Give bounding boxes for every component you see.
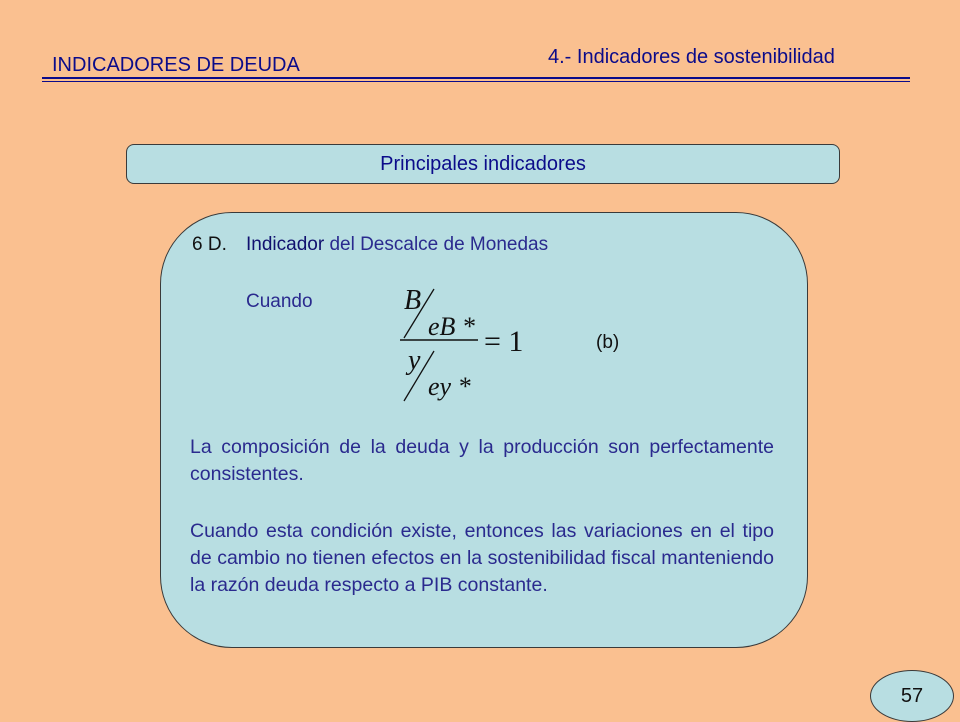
condition-label: Cuando: [246, 291, 313, 312]
page-number: 57: [900, 684, 924, 707]
explanation-paragraph-2: Cuando esta condición existe, entonces las variaciones en el tipo de cambio no tienen efectos en la sostenibilidad fiscal manteniendo la razón deuda respecto a PIB constante.: [190, 520, 774, 596]
mismatch-formula: [390, 283, 540, 408]
header-divider-line: [42, 77, 910, 79]
subtitle-box: [126, 144, 840, 184]
formula-denominator-top: y: [408, 345, 421, 376]
formula-numerator-top: B: [404, 285, 422, 316]
indicator-title: [246, 234, 548, 256]
formula-equals: = 1: [484, 325, 524, 358]
header-divider-line-thin: [42, 81, 910, 82]
subtitle-text: Principales indicadores: [380, 152, 586, 175]
indicator-title-keyword: Indicador: [246, 234, 325, 255]
formula-label: (b): [596, 332, 620, 353]
indicator-title-rest: del Descalce de Monedas: [329, 234, 549, 255]
indicator-number: 6 D.: [192, 234, 227, 255]
formula-numerator-bottom: eB *: [428, 312, 475, 341]
section-heading: INDICADORES DE DEUDA: [52, 54, 300, 76]
explanation-paragraph-1: La composición de la deuda y la producción son perfectamente consistentes.: [190, 436, 774, 485]
slide-topic-title: 4.- Indicadores de sostenibilidad: [548, 46, 835, 68]
page-number-badge: [870, 670, 954, 722]
formula-denominator-bottom: ey *: [428, 372, 471, 401]
